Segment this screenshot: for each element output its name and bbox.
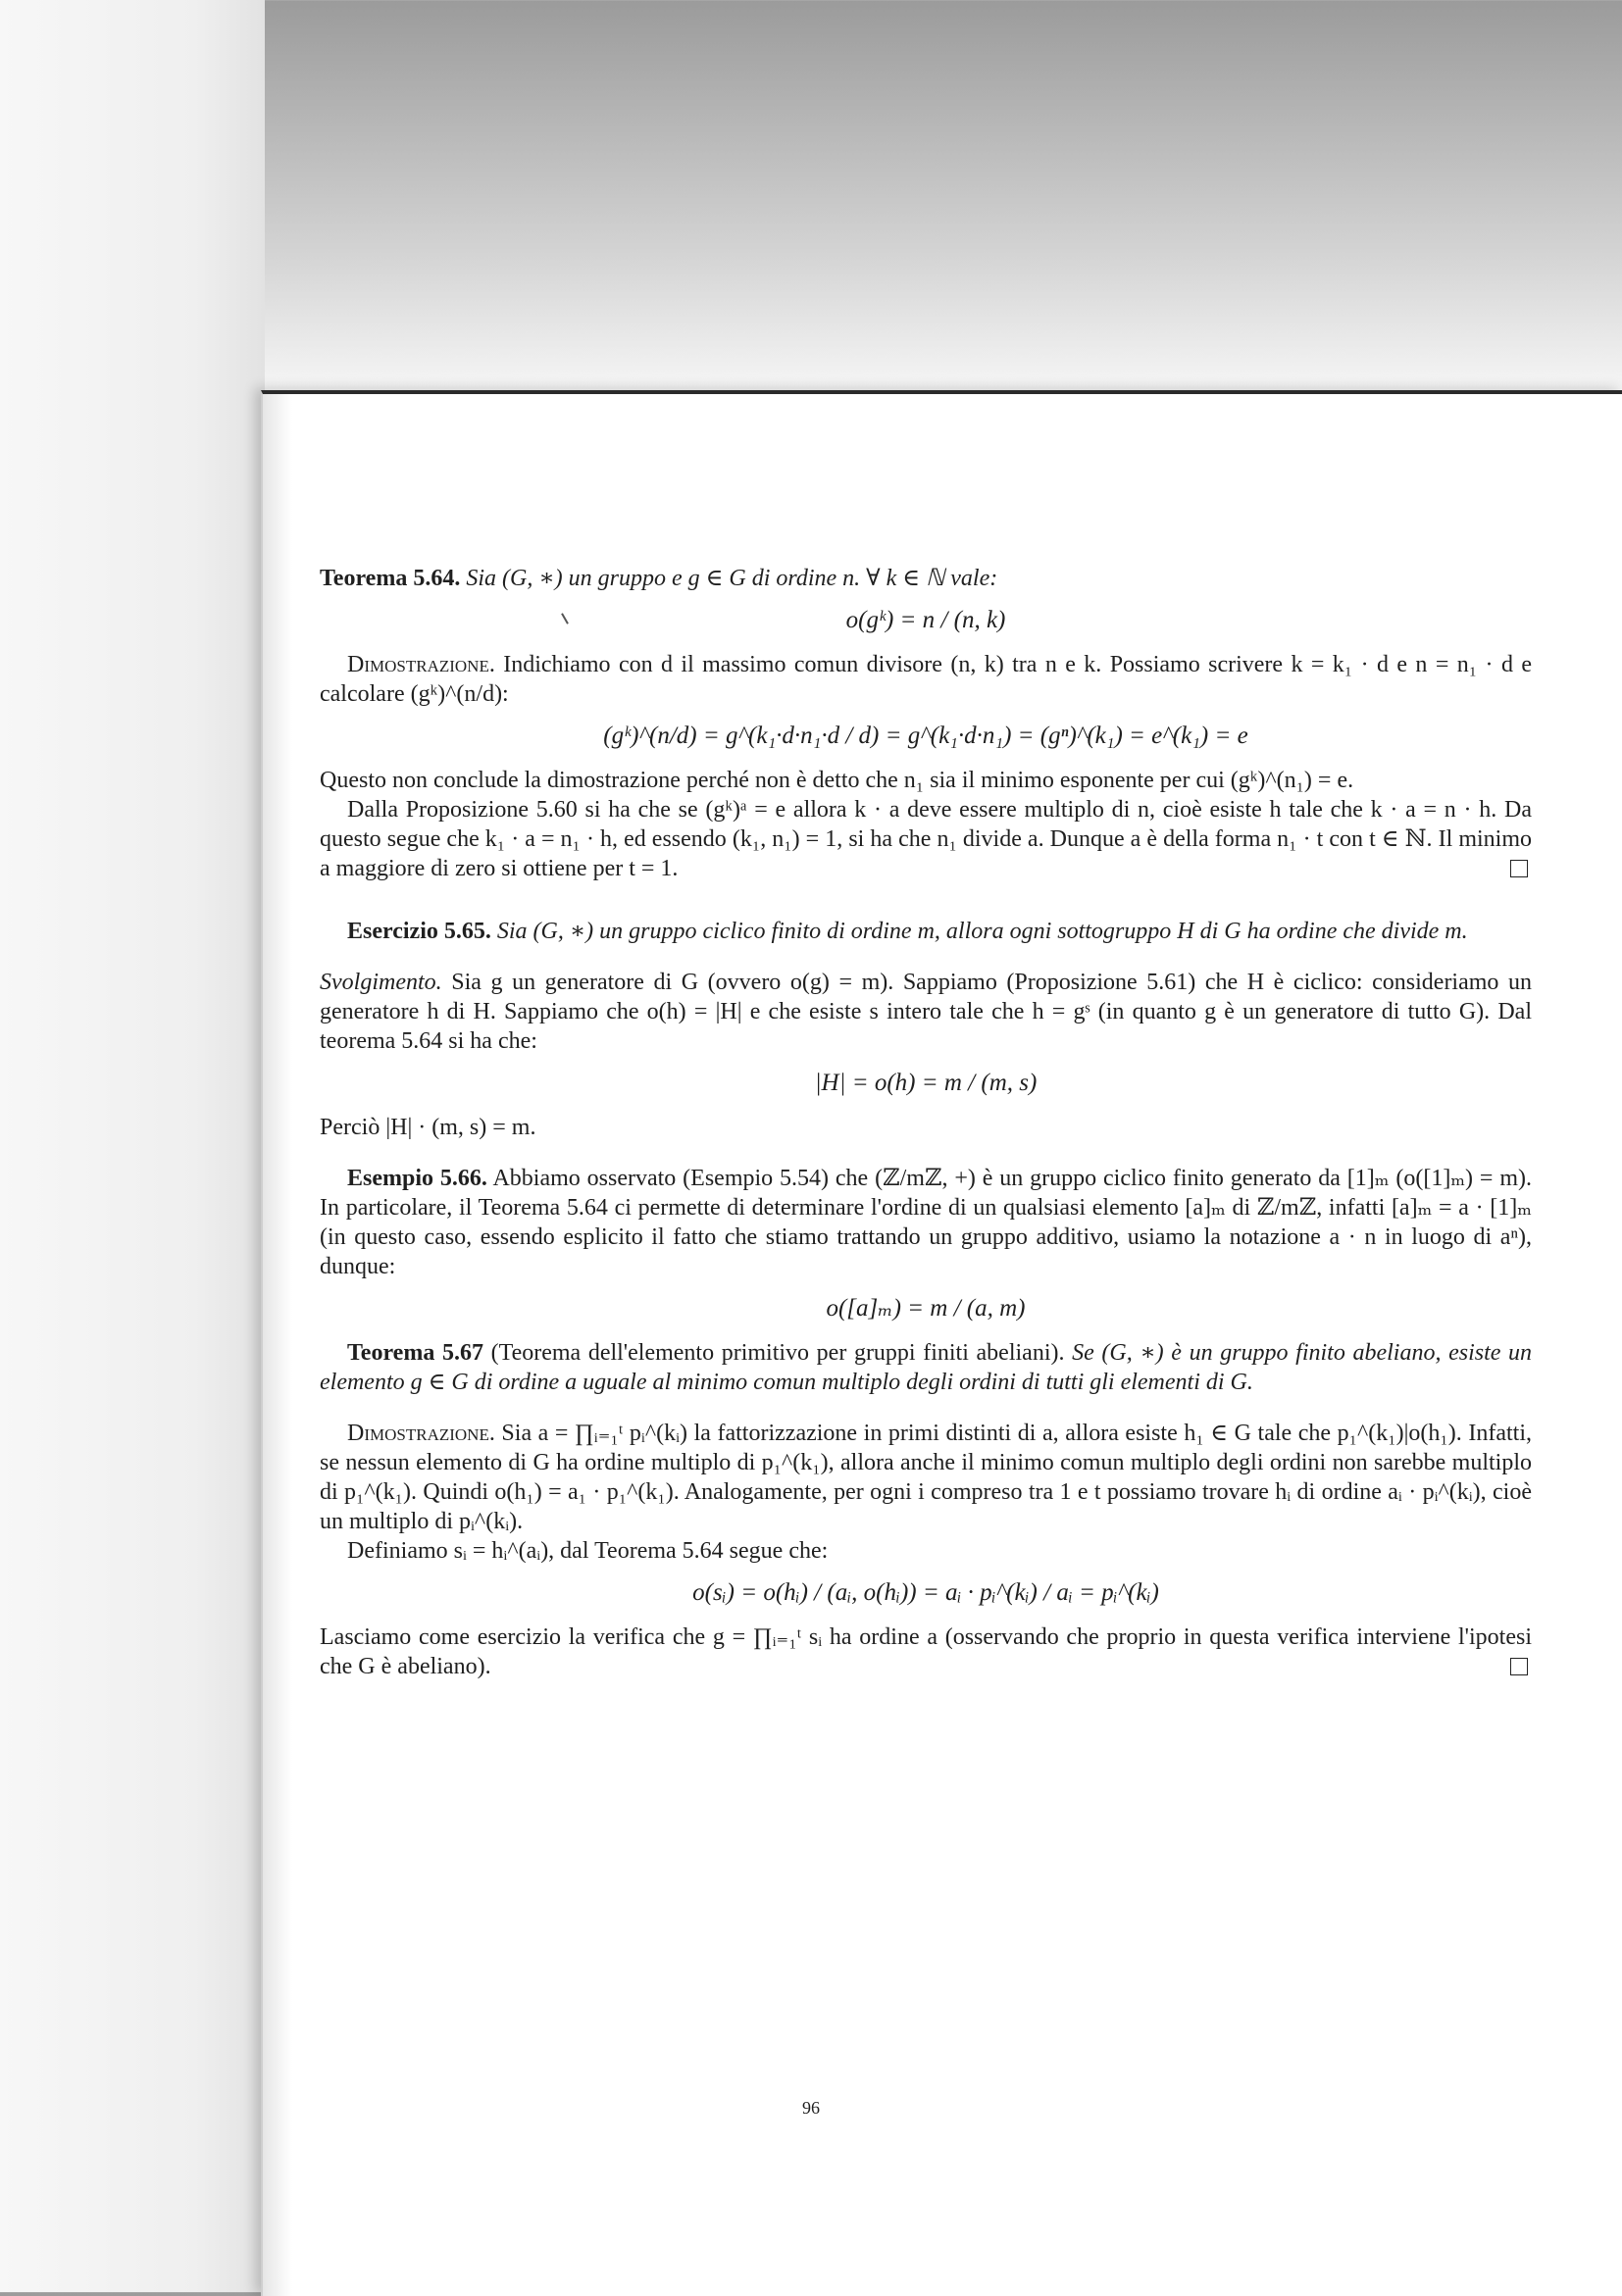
proof-5-67-p1 <box>320 1419 1532 1536</box>
theorem-5-67-title: (Teorema dell'elemento primitivo per gruppi finiti abeliani). <box>490 1340 1065 1366</box>
qed-square-icon <box>1510 860 1528 877</box>
exercise-5-65-solution <box>320 968 1532 1056</box>
proof-5-67-formula: o(sᵢ) = o(hᵢ) / (aᵢ, o(hᵢ)) = aᵢ · pᵢ^(kᵢ) / aᵢ = pᵢ^(kᵢ) <box>692 1579 1159 1606</box>
proof-5-64-p1 <box>320 650 1532 709</box>
exercise-5-65-formula: |H| = o(h) = m / (m, s) <box>814 1070 1038 1096</box>
proof-5-64-text: Indichiamo con d il massimo comun divisore (n, k) tra n e k. Possiamo scrivere k = k₁ · d e n = n₁ · d e calcolare (gᵏ)^(n/d): <box>320 652 1532 707</box>
page-number: 96 <box>802 2098 820 2118</box>
theorem-5-64-statement: Sia (G, ∗) un gruppo e g ∈ G di ordine n. ∀ k ∈ ℕ vale: <box>466 566 998 591</box>
theorem-5-64 <box>320 564 1532 593</box>
page-content <box>320 564 1532 1681</box>
example-5-66-formula: o([a]ₘ) = m / (a, m) <box>826 1295 1026 1322</box>
exercise-5-65-heading: Esercizio 5.65. <box>347 919 491 944</box>
proof-5-67-p2: Definiamo sᵢ = hᵢ^(aᵢ), dal Teorema 5.64 segue che: <box>347 1538 829 1564</box>
proof-5-64-p3-text: Dalla Proposizione 5.60 si ha che se (gᵏ)ᵃ = e allora k · a deve essere multiplo di n, cioè esiste h tale che k · a = n · h. Da questo segue che k₁ · a = n₁ · h, ed essendo (k₁, n₁) = 1, si ha che n₁ divide a. Dunque a è della forma n₁ · t con t ∈ ℕ. Il minimo a maggiore di zero si ottiene per t = 1. <box>320 797 1532 881</box>
solution-text: Sia g un generatore di G (ovvero o(g) = m). Sappiamo (Proposizione 5.61) che H è ciclico: consideriamo un generatore h di H. Sappiamo che o(h) = |H| e che esiste s intero tale che h = gˢ (in quanto g è un generatore di tutto G). Dal teorema 5.64 si ha che: <box>320 970 1533 1054</box>
theorem-5-64-heading: Teorema 5.64. <box>320 566 461 591</box>
theorem-5-67 <box>320 1338 1532 1397</box>
proof-5-67-p3-text: Lasciamo come esercizio la verifica che g = ∏ᵢ₌₁ᵗ sᵢ ha ordine a (osservando che proprio in questa verifica interviene l'ipotesi che G è abeliano). <box>320 1624 1532 1679</box>
proof-5-67-text: Sia a = ∏ᵢ₌₁ᵗ pᵢ^(kᵢ) la fattorizzazione in primi distinti di a, allora esiste h₁ ∈ G tale che p₁^(k₁)|o(h₁). Infatti, se nessun elemento di G ha ordine multiplo di p₁^(k₁), allora anche il minimo comun multiplo degli ordini non sarebbe multiplo di p₁^(k₁). Quindi o(h₁) = a₁ · p₁^(k₁). Analogamente, per ogni i compreso tra 1 e t possiamo trovare hᵢ di ordine aᵢ · pᵢ^(kᵢ), cioè un multiplo di pᵢ^(kᵢ). <box>320 1421 1533 1534</box>
solution-label: Svolgimento. <box>320 970 442 995</box>
theorem-5-67-heading: Teorema 5.67 <box>347 1340 483 1366</box>
proof-5-67-p3 <box>320 1622 1532 1681</box>
proof-5-64-formula: (gᵏ)^(n/d) = g^(k₁·d·n₁·d / d) = g^(k₁·d·n₁) = (gⁿ)^(k₁) = e^(k₁) = e <box>603 723 1248 749</box>
exercise-5-65-conclusion: Perciò |H| · (m, s) = m. <box>320 1115 536 1140</box>
theorem-5-67-statement: Se (G, ∗) è un gruppo finito abeliano, esiste un elemento g ∈ G di ordine a uguale al minimo comun multiplo degli ordini di tutti gli elementi di G. <box>320 1340 1533 1395</box>
example-5-66-text: Abbiamo osservato (Esempio 5.54) che (ℤ/mℤ, +) è un gruppo ciclico finito generato da [1]ₘ (o([1]ₘ) = m). In particolare, il Teorema 5.64 ci permette di determinare l'ordine di un qualsiasi elemento [a]ₘ di ℤ/mℤ, infatti [a]ₘ = a · [1]ₘ (in questo caso, essendo esplicito il fatto che stiamo trattando un gruppo additivo, usiamo la notazione a · n in luogo di aⁿ), dunque: <box>320 1166 1532 1279</box>
proof-5-64-p3 <box>320 795 1532 883</box>
example-5-66-heading: Esempio 5.66. <box>347 1166 487 1191</box>
page-shadow <box>0 0 265 2292</box>
proof-label: Dimostrazione. <box>347 652 495 677</box>
theorem-5-64-formula: o(gᵏ) = n / (n, k) <box>845 607 1006 633</box>
example-5-66 <box>320 1164 1532 1281</box>
proof-5-64-p2: Questo non conclude la dimostrazione perché non è detto che n₁ sia il minimo esponente per cui (gᵏ)^(n₁) = e. <box>320 768 1354 793</box>
proof-label-2: Dimostrazione. <box>347 1421 495 1446</box>
exercise-5-65-statement: Sia (G, ∗) un gruppo ciclico finito di ordine m, allora ogni sottogruppo H di G ha ordine che divide m. <box>496 919 1468 944</box>
qed-square-icon-2 <box>1510 1658 1528 1675</box>
exercise-5-65 <box>320 917 1532 946</box>
